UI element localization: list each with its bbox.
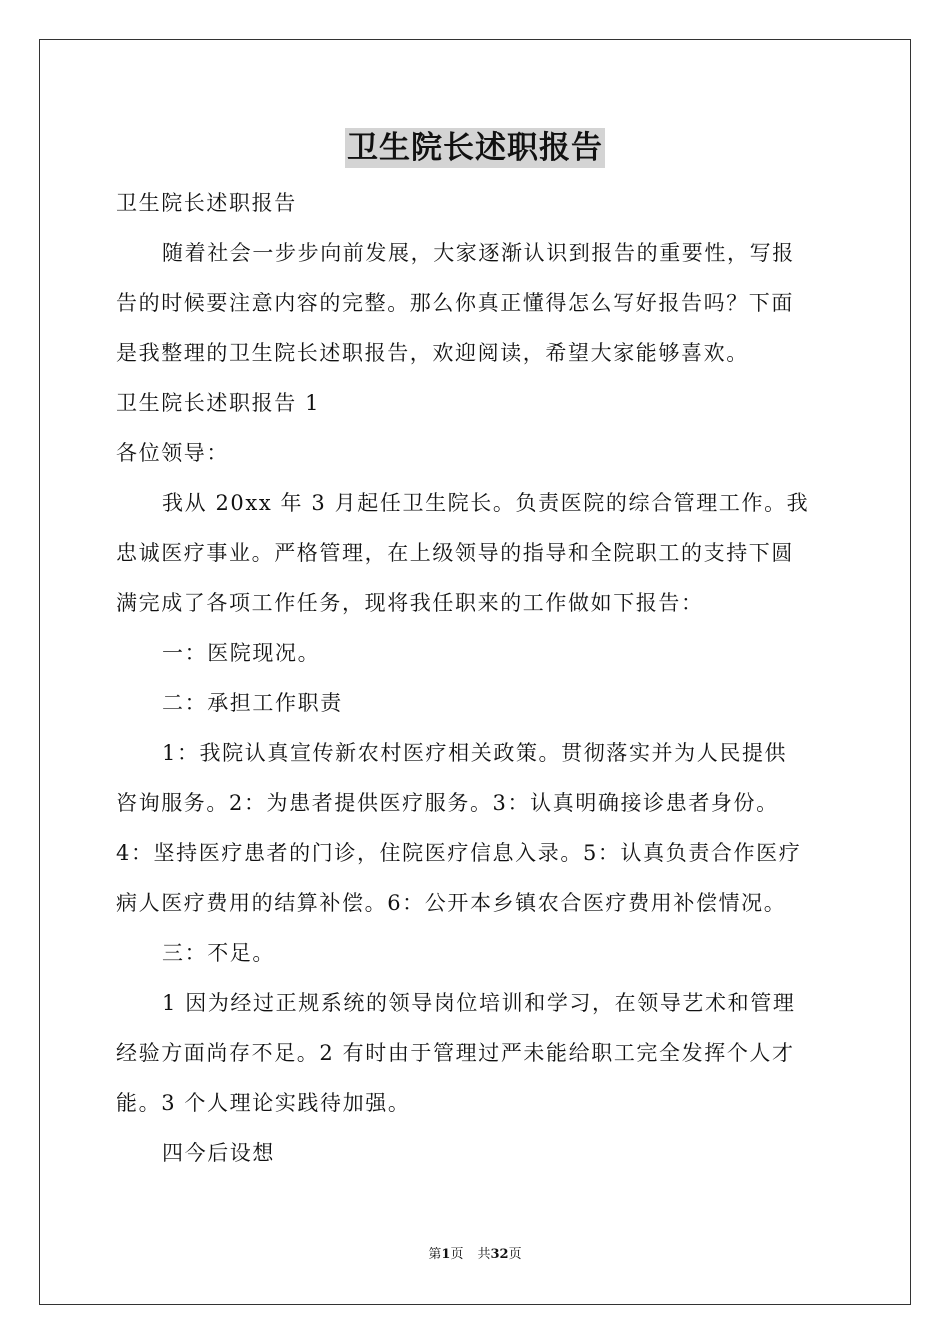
intro-line-2: 告的时候要注意内容的完整。那么你真正懂得怎么写好报告吗？下面 — [116, 291, 794, 315]
duties-line-3: 4：坚持医疗患者的门诊，住院医疗信息入录。5：认真负责合作医疗 — [116, 841, 802, 865]
intro-line-3: 是我整理的卫生院长述职报告，欢迎阅读，希望大家能够喜欢。 — [116, 341, 749, 365]
section-heading-1: 卫生院长述职报告 1 — [116, 391, 321, 415]
intro-line-1: 随着社会一步步向前发展，大家逐渐认识到报告的重要性，写报 — [162, 241, 795, 265]
page-prefix: 第 — [428, 1247, 442, 1262]
total-prefix: 共 — [477, 1247, 491, 1262]
body-line-1: 我从 20xx 年 3 月起任卫生院长。负责医院的综合管理工作。我 — [162, 491, 810, 515]
item-duties-heading: 二：承担工作职责 — [162, 691, 343, 715]
document-title: 卫生院长述职报告 — [347, 130, 603, 166]
item-future-plan-heading: 四今后设想 — [162, 1141, 275, 1165]
duties-line-4: 病人医疗费用的结算补偿。6：公开本乡镇农合医疗费用补偿情况。 — [116, 891, 787, 915]
shortcomings-line-1: 1 因为经过正规系统的领导岗位培训和学习，在领导艺术和管理 — [162, 991, 796, 1015]
body-line-3: 满完成了各项工作任务，现将我任职来的工作做如下报告： — [116, 591, 704, 615]
duties-line-1: 1：我院认真宣传新农村医疗相关政策。贯彻落实并为人民提供 — [162, 741, 788, 765]
page-footer — [0, 1246, 950, 1264]
duties-line-2: 咨询服务。2：为患者提供医疗服务。3：认真明确接诊患者身份。 — [116, 791, 779, 815]
item-shortcomings-heading: 三：不足。 — [162, 941, 275, 965]
total-pages: 32 — [490, 1247, 509, 1262]
total-suffix: 页 — [508, 1247, 522, 1262]
shortcomings-line-3: 能。3 个人理论实践待加强。 — [116, 1091, 411, 1115]
shortcomings-line-2: 经验方面尚存不足。2 有时由于管理过严未能给职工完全发挥个人才 — [116, 1041, 795, 1065]
body-line-2: 忠诚医疗事业。严格管理，在上级领导的指导和全院职工的支持下圆 — [116, 541, 794, 565]
page-suffix: 页 — [450, 1247, 464, 1262]
document-body — [116, 178, 836, 1178]
salutation: 各位领导： — [116, 441, 229, 465]
title-container — [0, 128, 950, 168]
page-number: 1 — [441, 1247, 451, 1262]
subtitle-line: 卫生院长述职报告 — [116, 191, 297, 215]
item-hospital-status: 一：医院现况。 — [162, 641, 321, 665]
